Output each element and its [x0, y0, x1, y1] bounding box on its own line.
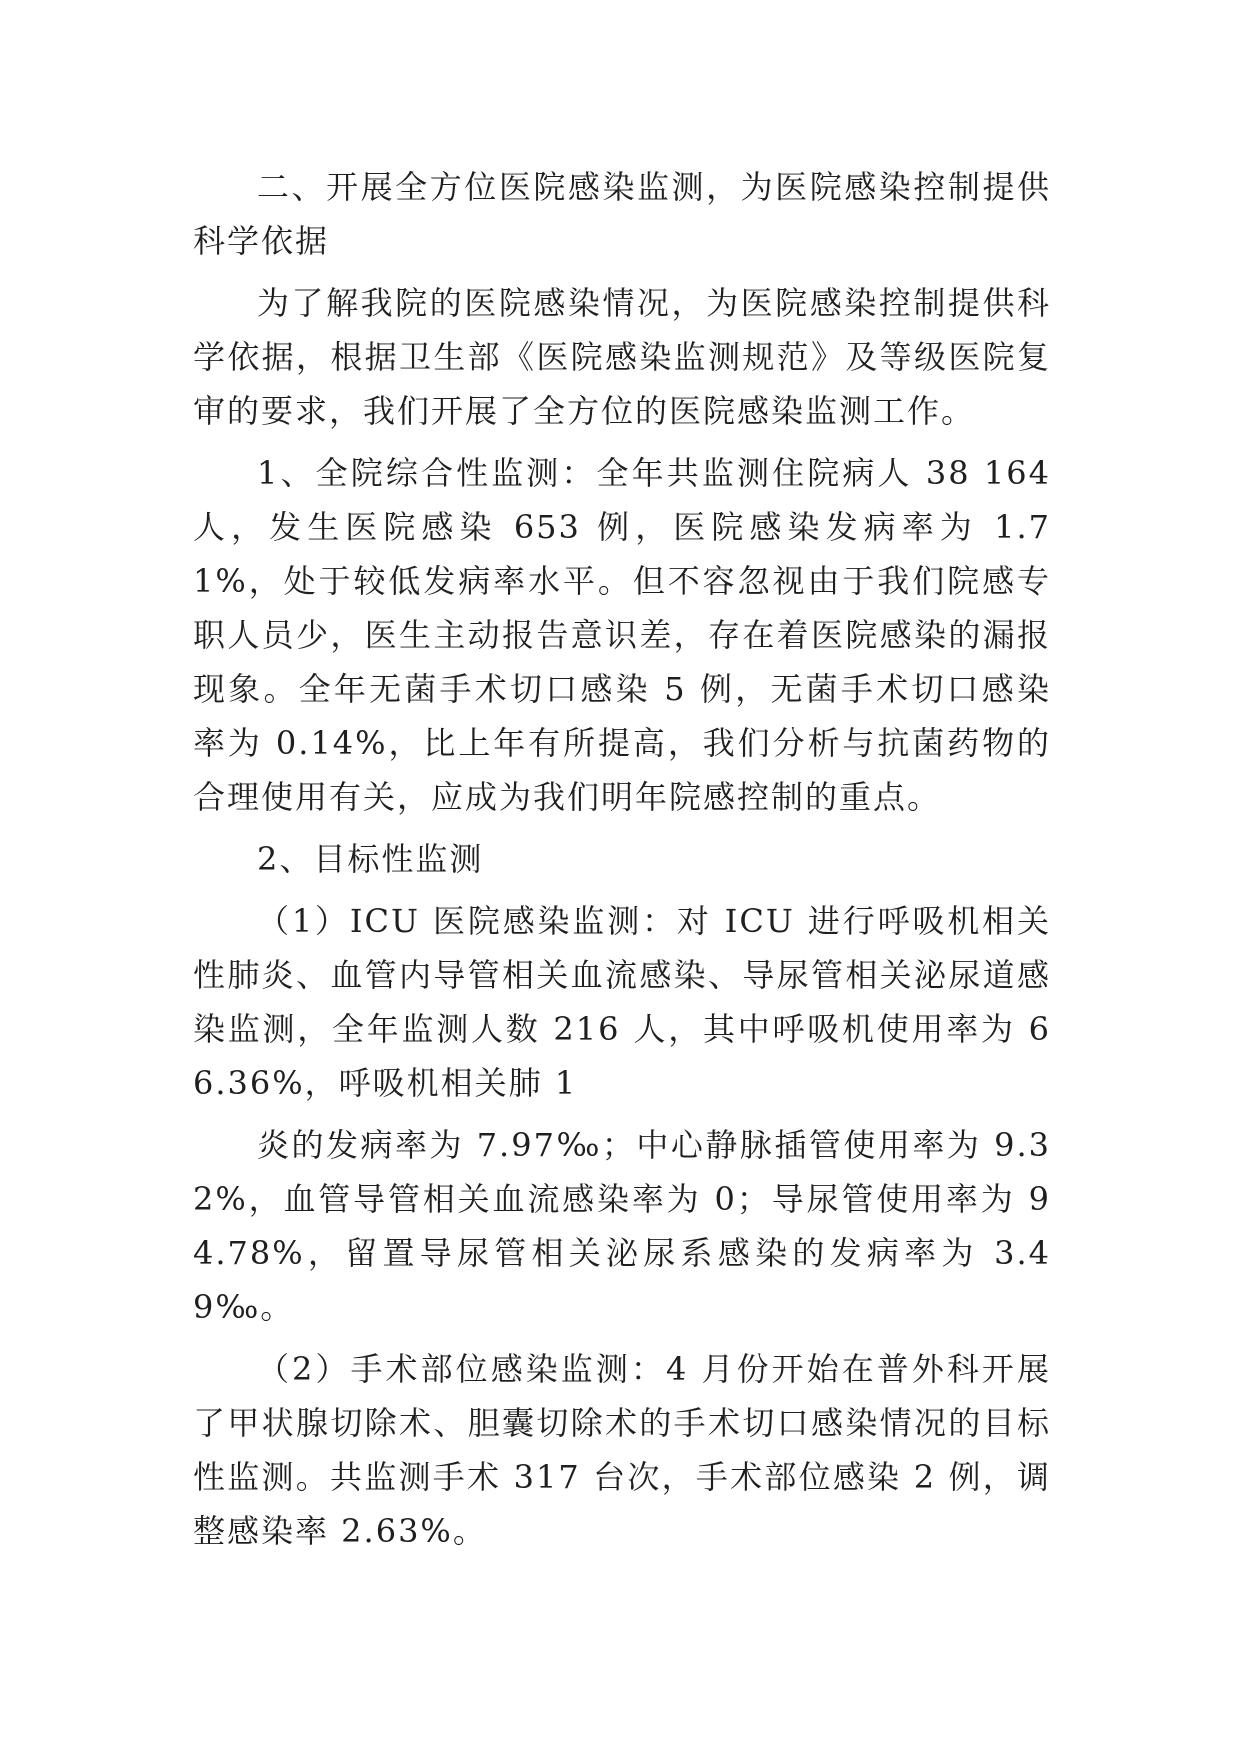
icu-monitoring-paragraph: （1）ICU 医院感染监测：对 ICU 进行呼吸机相关性肺炎、血管内导管相关血流感染、导尿管相关泌尿道感染监测，全年监测人数 216 人，其中呼吸机使用率为 66.36%，呼吸机相关肺 1 — [193, 902, 1051, 1102]
targeted-monitoring-heading: 2、目标性监测 — [257, 840, 484, 878]
intro-paragraph: 为了解我院的医院感染情况，为医院感染控制提供科学依据，根据卫生部《医院感染监测规范》及等级医院复审的要求，我们开展了全方位的医院感染监测工作。 — [193, 284, 1051, 430]
icu-monitoring-continuation: 炎的发病率为 7.97‰；中心静脉插管使用率为 9.32%，血管导管相关血流感染率为 0；导尿管使用率为 94.78%，留置导尿管相关泌尿系感染的发病率为 3.49‰。 — [193, 1126, 1051, 1326]
surgical-site-monitoring-paragraph: （2）手术部位感染监测：4 月份开始在普外科开展了甲状腺切除术、胆囊切除术的手术切口感染情况的目标性监测。共监测手术 317 台次，手术部位感染 2 例，调整感染率 2.63%。 — [193, 1350, 1051, 1550]
document-body — [193, 160, 1051, 1558]
hospital-wide-monitoring-paragraph: 1、全院综合性监测：全年共监测住院病人 38 164 人，发生医院感染 653 例，医院感染发病率为 1.71%，处于较低发病率水平。但不容忽视由于我们院感专职人员少，医生主动报告意识差，存在着医院感染的漏报现象。全年无菌手术切口感染 5 例，无菌手术切口感染率为 0.14%，比上年有所提高，我们分析与抗菌药物的合理使用有关，应成为我们明年院感控制的重点。 — [193, 454, 1051, 816]
section-heading: 二、开展全方位医院感染监测，为医院感染控制提供科学依据 — [193, 168, 1051, 260]
